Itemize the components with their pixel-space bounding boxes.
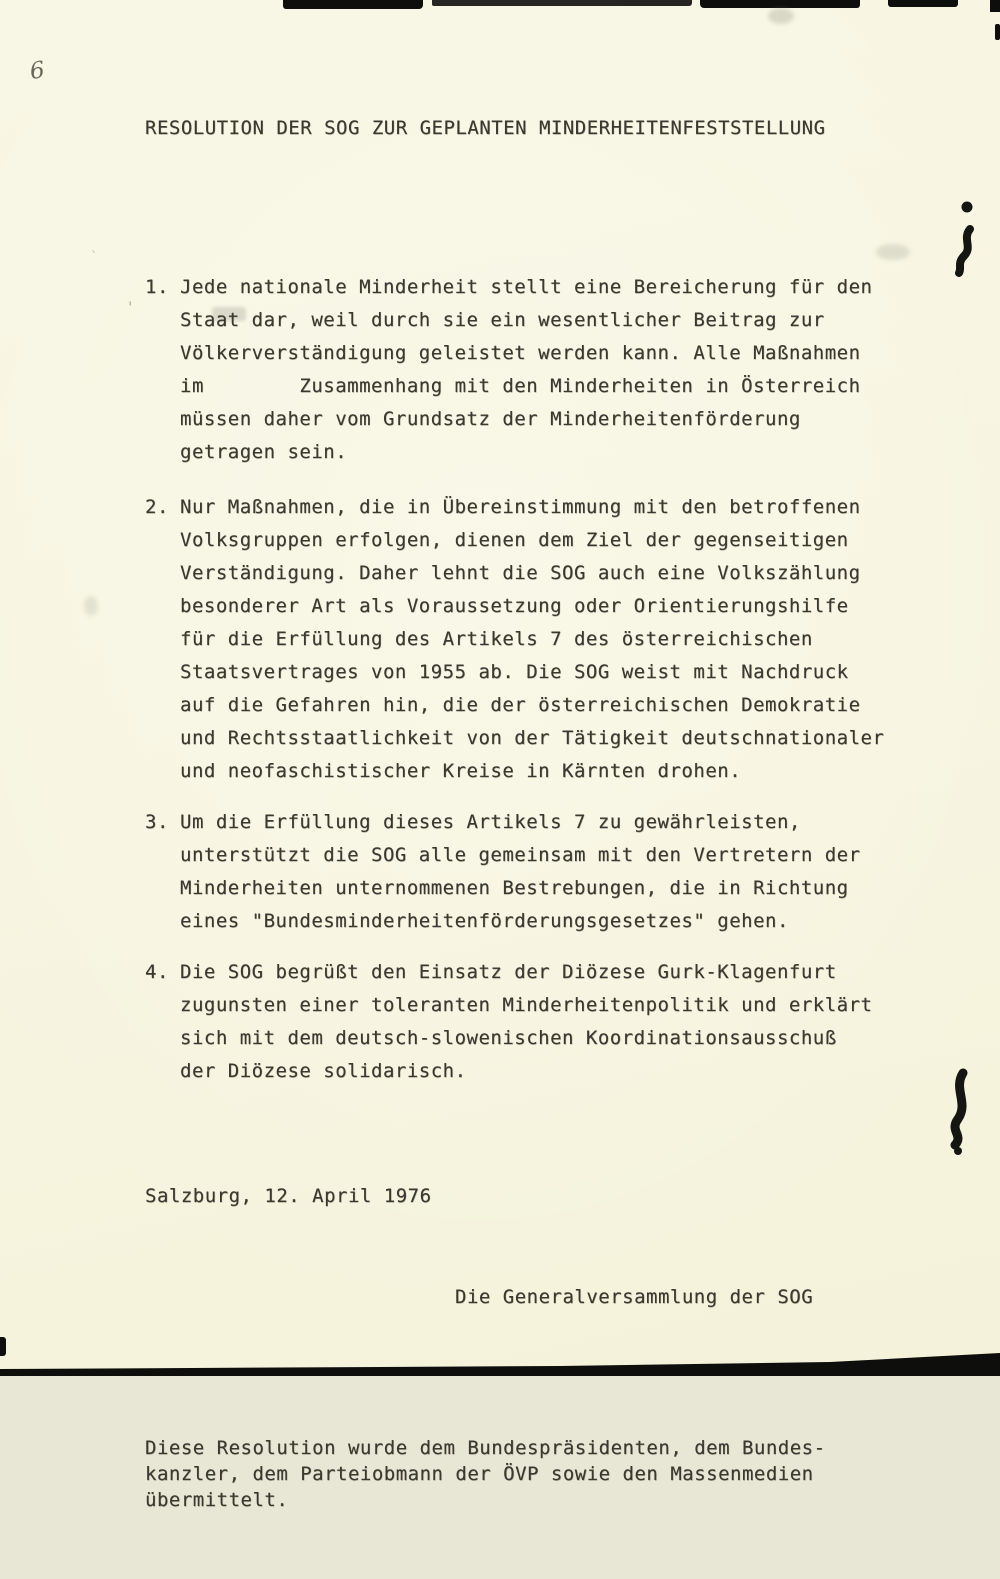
item-number: 4. bbox=[145, 961, 169, 983]
text-line: kanzler, dem Parteiobmann der ÖVP sowie den Massenmedien bbox=[145, 1463, 814, 1485]
signature-line: Die Generalversammlung der SOG bbox=[455, 1286, 814, 1308]
text-line: Staat dar, weil durch sie ein wesentlicher Beitrag zur bbox=[180, 309, 825, 331]
scan-edge-top-strip bbox=[283, 0, 423, 9]
scan-edge-top-strip bbox=[888, 0, 958, 7]
text-line: besonderer Art als Voraussetzung oder Orientierungshilfe bbox=[180, 595, 849, 617]
text-line: für die Erfüllung des Artikels 7 des österreichischen bbox=[180, 628, 813, 650]
item-text bbox=[180, 806, 935, 938]
item-text bbox=[180, 956, 935, 1088]
staple-ink-mark-lower bbox=[932, 1065, 982, 1160]
text-line: zugunsten einer toleranten Minderheitenpolitik und erklärt bbox=[180, 994, 873, 1016]
text-line: Volksgruppen erfolgen, dienen dem Ziel der gegenseitigen bbox=[180, 529, 849, 551]
item-number: 3. bbox=[145, 811, 169, 833]
text-line: Nur Maßnahmen, die in Übereinstimmung mit den betroffenen bbox=[180, 496, 861, 518]
item-number: 2. bbox=[145, 496, 169, 518]
document-body bbox=[145, 205, 935, 1579]
document-title: RESOLUTION DER SOG ZUR GEPLANTEN MINDERHEITENFESTSTELLUNG bbox=[145, 117, 826, 139]
text-line: Staatsvertrages von 1955 ab. Die SOG weist mit Nachdruck bbox=[180, 661, 849, 683]
item-number: 1. bbox=[145, 276, 169, 298]
text-line: eines "Bundesminderheitenförderungsgesetzes" gehen. bbox=[180, 910, 789, 932]
dateline: Salzburg, 12. April 1976 bbox=[145, 1185, 432, 1207]
text-line: Die SOG begrüßt den Einsatz der Diözese Gurk-Klagenfurt bbox=[180, 961, 837, 983]
handwritten-page-number: 6 bbox=[28, 57, 47, 85]
scan-edge-right-tick bbox=[995, 24, 1000, 40]
resolution-item bbox=[145, 956, 935, 1088]
scan-edge-top-strip bbox=[990, 0, 1000, 12]
scan-speck: ' bbox=[126, 300, 135, 316]
transmittal-note bbox=[145, 1435, 935, 1513]
scan-smudge bbox=[84, 596, 98, 616]
text-line: übermittelt. bbox=[145, 1489, 289, 1511]
text-line: Diese Resolution wurde dem Bundespräsidenten, dem Bundes- bbox=[145, 1437, 826, 1459]
staple-ink-mark-upper bbox=[940, 193, 985, 283]
text-line: unterstützt die SOG alle gemeinsam mit den Vertretern der bbox=[180, 844, 861, 866]
scan-speck: ` bbox=[90, 250, 99, 266]
item-text bbox=[180, 491, 935, 788]
scan-edge-top-strip bbox=[700, 0, 860, 8]
text-line: Völkerverständigung geleistet werden kann. Alle Maßnahmen bbox=[180, 342, 861, 364]
text-line: und neofaschistischer Kreise in Kärnten drohen. bbox=[180, 760, 742, 782]
text-line: getragen sein. bbox=[180, 441, 348, 463]
resolution-item bbox=[145, 271, 935, 469]
text-line: Minderheiten unternommenen Bestrebungen, die in Richtung bbox=[180, 877, 849, 899]
text-line: auf die Gefahren hin, die der österreichischen Demokratie bbox=[180, 694, 861, 716]
text-line: im Zusammenhang mit den Minderheiten in Österreich bbox=[180, 375, 861, 397]
item-text bbox=[180, 271, 935, 469]
text-line: sich mit dem deutsch-slowenischen Koordinationsausschuß bbox=[180, 1027, 837, 1049]
text-line: der Diözese solidarisch. bbox=[180, 1060, 467, 1082]
resolution-item bbox=[145, 491, 935, 788]
text-line: Verständigung. Daher lehnt die SOG auch eine Volkszählung bbox=[180, 562, 861, 584]
text-line: und Rechtsstaatlichkeit von der Tätigkeit deutschnationaler bbox=[180, 727, 885, 749]
scan-edge-top-strip bbox=[432, 0, 692, 6]
resolution-items bbox=[145, 271, 935, 1088]
text-line: Jede nationale Minderheit stellt eine Bereicherung für den bbox=[180, 276, 873, 298]
text-line: Um die Erfüllung dieses Artikels 7 zu gewährleisten, bbox=[180, 811, 801, 833]
text-line: müssen daher vom Grundsatz der Minderheitenförderung bbox=[180, 408, 801, 430]
scan-smudge bbox=[768, 8, 794, 24]
resolution-item bbox=[145, 806, 935, 938]
